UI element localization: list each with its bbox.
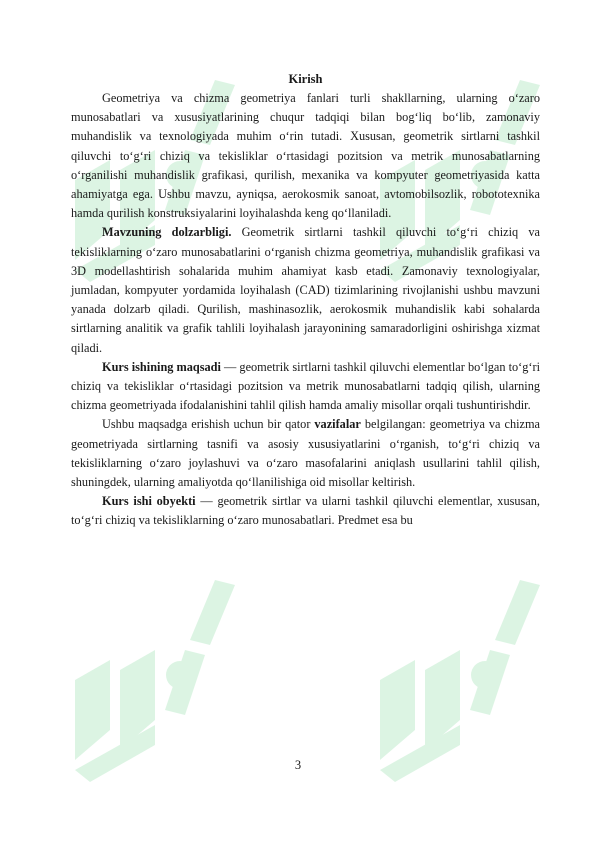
- document-body: [71, 70, 540, 531]
- logo-watermark-icon: [360, 560, 550, 790]
- paragraph-heading: vazifalar: [314, 417, 361, 432]
- goal-paragraph: [71, 358, 540, 416]
- paragraph-heading: Kurs ishining maqsadi: [102, 359, 221, 374]
- object-paragraph: [71, 492, 540, 530]
- paragraph-lead-text: Ushbu maqsadga erishish uchun bir qator: [102, 417, 315, 432]
- relevance-paragraph: [71, 223, 540, 357]
- logo-watermark-icon: [55, 560, 245, 790]
- paragraph-heading: Mavzuning dolzarbligi.: [102, 225, 232, 240]
- paragraph-text: Geometriya va chizma geometriya fanlari turli shakllarning, ularning o‘zaro munosabatlari va xususiyatlarining chuqur tadqiqi bilan bog‘liq bo‘lib, zamonaviy muhandislik va texnologiyada muhim o‘rin tutadi. Xususan, geometrik sirtlarni tashkil qiluvchi to‘g‘ri chiziq va tekisliklar o‘rtasidagi pozitsion va metrik munosabatlarning o‘rganilishi muhandislik grafikasi, qurilish, mexanika va kompyuter geometriyasida katta ahamiyatga ega. Ushbu mavzu, ayniqsa, aerokosmik sanoat, avtomobilsozlik, robototexnika hamda qurilish konstruksiyalarini loyihalashda keng qo‘llaniladi.: [71, 91, 540, 221]
- tasks-paragraph: [71, 415, 540, 492]
- intro-paragraph: [71, 89, 540, 223]
- page-number: 3: [294, 758, 302, 772]
- paragraph-text: — geometrik sirtlar va ularni tashkil qiluvchi elementlar, xususan, to‘g‘ri chiziq va tekisliklarning o‘zaro munosabatlari. Predmet esa bu: [71, 494, 540, 528]
- paragraph-text: belgilangan: geometriya va chizma geometriyada sirtlarning tasnifi va asosiy xususiyatlarini o‘rganish, to‘g‘ri chiziq va tekisliklarning o‘zaro joylashuvi va o‘zaro masofalarini aniqlash usullarini tahlil qilish, shuningdek, ularning amaliyotda qo‘llanilishiga oid misollar keltirish.: [71, 417, 540, 490]
- paragraph-text: — geometrik sirtlarni tashkil qiluvchi elementlar bo‘lgan to‘g‘ri chiziq va tekisliklar o‘rtasidagi pozitsion va metrik munosabatlarni tadqiq qilish, ularning chizma geometriyada ifodalanishini tahlil qilish hamda amaliy misollar orqali tushuntirishdir.: [71, 359, 541, 413]
- section-title: Kirish: [288, 72, 323, 86]
- paragraph-heading: Kurs ishi obyekti: [102, 494, 196, 509]
- paragraph-text: Geometrik sirtlarni tashkil qiluvchi to‘g‘ri chiziq va tekisliklarning o‘zaro munosabatlarini o‘rganish chizma geometriya, muhandislik grafikasi va 3D modellashtirish sohalarida muhim ahamiyat kasb etadi. Zamonaviy texnologiyalar, jumladan, kompyuter yordamida loyihalash (CAD) tizimlarining rivojlanishi ushbu mavzuni yanada dolzarb qiladi. Qurilish, mashinasozlik, aerokosmik muhandislik kabi sohalarda sirtlarning analitik va grafik tahlili loyihalash jarayonining samaradorligini oshirishga xizmat qiladi.: [71, 225, 541, 355]
